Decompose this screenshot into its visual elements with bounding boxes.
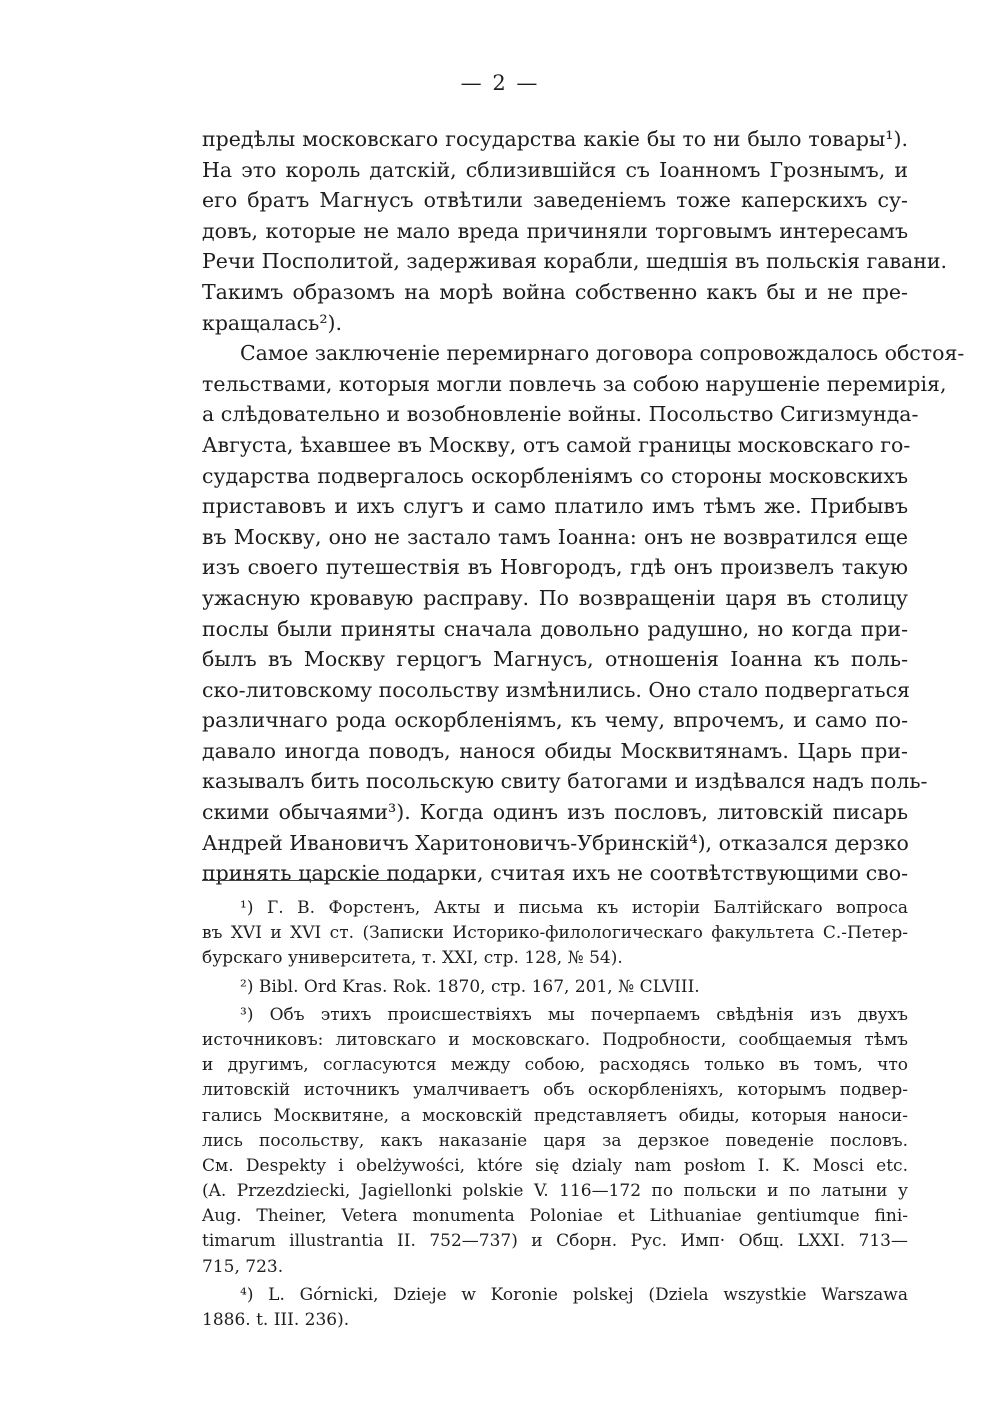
text-line: ужасную кровавую расправу. По возвращеніи царя въ столицу [202, 585, 908, 610]
text-line: давало иногда поводъ, нанося обиды Москвитянамъ. Царь при- [202, 738, 908, 763]
text-line: а слѣдовательно и возобновленіе войны. Посольство Сигизмунда- [202, 402, 919, 427]
text-line: кращалась²). [202, 310, 343, 335]
footnote-1-line: въ XVI и XVI ст. (Записки Историко-филологическаго факультета С.-Петер- [202, 923, 908, 944]
text-line: различнаго рода оскорбленіямъ, къ чему, впрочемъ, и само по- [202, 708, 908, 733]
text-line: На это король датскій, сблизившійся съ Іоанномъ Грознымъ, и [202, 157, 908, 182]
text-line: Речи Посполитой, задерживая корабли, шедшія въ польскія гавани. [202, 249, 948, 274]
text-line: Августа, ѣхавшее въ Москву, отъ самой границы московскаго го- [202, 432, 911, 457]
text-line: былъ въ Москву герцогъ Магнусъ, отношенія Іоанна къ поль- [202, 647, 908, 672]
footnote-4-line: ⁴) L. Górnicki, Dzieje w Koronie polskej (Dziela wszystkie Warszawa [240, 1284, 908, 1305]
footnote-3-line: литовскій источникъ умалчиваетъ объ оскорбленіяхъ, которымъ подвер- [202, 1080, 908, 1101]
footnote-separator [202, 880, 438, 881]
footnote-3-line: (A. Przezdziecki, Jagiellonki polskie V. 116—172 по польски и по латыни у [202, 1181, 908, 1202]
text-line: послы были приняты сначала довольно радушно, но когда при- [202, 616, 908, 641]
footnote-4-line: 1886. t. III. 236). [202, 1310, 350, 1330]
footnote-3-line: источниковъ: литовскаго и московскаго. Подробности, сообщаемыя тѣмъ [202, 1029, 908, 1050]
text-line: его братъ Магнусъ отвѣтили заведеніемъ тоже каперскихъ су- [202, 188, 908, 213]
text-line: довъ, которые не мало вреда причиняли торговымъ интересамъ [202, 218, 908, 243]
text-line: приставовъ и ихъ слугъ и само платило имъ тѣмъ же. Прибывъ [202, 494, 908, 519]
text-line: тельствами, которыя могли повлечь за собою нарушеніе перемирія, [202, 371, 947, 396]
text-line: предѣлы московскаго государства какіе бы то ни было товары¹). [202, 127, 908, 151]
text-line: Такимъ образомъ на морѣ война собственно какъ бы и не пре- [202, 279, 908, 304]
text-line: изъ своего путешествія въ Новгородъ, гдѣ онъ произвелъ такую [202, 555, 908, 580]
text-line: казывалъ бить посольскую свиту батогами и издѣвался надъ поль- [202, 769, 928, 794]
text-line: сударства подвергалось оскорбленіямъ со стороны московскихъ [202, 463, 908, 488]
footnote-1-line: ¹) Г. В. Форстенъ, Акты и письма къ исторіи Балтійскаго вопроса [240, 898, 908, 918]
text-line: Самое заключеніе перемирнаго договора сопровождалось обстоя- [240, 341, 965, 366]
main-text [202, 124, 965, 889]
text-line: въ Москву, оно не застало тамъ Іоанна: онъ не возвратился еще [202, 524, 908, 549]
text-line: ско-литовскому посольству измѣнились. Оно стало подвергаться [202, 677, 910, 702]
footnote-3-line: Aug. Theiner, Vetera monumenta Poloniae et Lithuaniae gentiumque fini- [202, 1206, 908, 1227]
footnote-3-line: 715, 723. [202, 1256, 284, 1277]
footnote-3-line: timarum illustrantia II. 752—737) и Сборн. Рус. Имп· Общ. LXXI. 713— [202, 1231, 908, 1252]
footnote-3-line: и другимъ, согласуются между собою, расходясь только въ томъ, что [202, 1055, 908, 1076]
text-line: принять царскіе подарки, считая ихъ не соотвѣтствующими сво- [202, 861, 908, 886]
footnote-3-line: лись посольству, какъ наказаніе царя за дерзкое поведеніе пословъ. [202, 1130, 908, 1151]
footnote-3-line: См. Despekty i obelżywości, które się dzialy nam posłom I. K. Mosci etc. [202, 1155, 908, 1176]
footnote-2-line: ²) Bibl. Ord Kras. Rok. 1870, стр. 167, 201, № CLVIII. [240, 976, 700, 997]
footnote-3-line: ³) Объ этихъ происшествіяхъ мы почерпаемъ свѣдѣнія изъ двухъ [240, 1004, 908, 1025]
text-line: Андрей Ивановичъ Харитоновичъ-Убринскій⁴), отказался дерзко [202, 830, 909, 855]
page-number: — 2 — [460, 71, 540, 95]
footnote-1-line: бурскаго университета, т. XXI, стр. 128, № 54). [202, 948, 623, 969]
footnote-3-line: гались Москвитяне, а московскій представляетъ обиды, которыя наноси- [202, 1105, 908, 1126]
footnotes [202, 896, 908, 1333]
text-line: скими обычаями³). Когда одинъ изъ пословъ, литовскій писарь [202, 800, 908, 825]
